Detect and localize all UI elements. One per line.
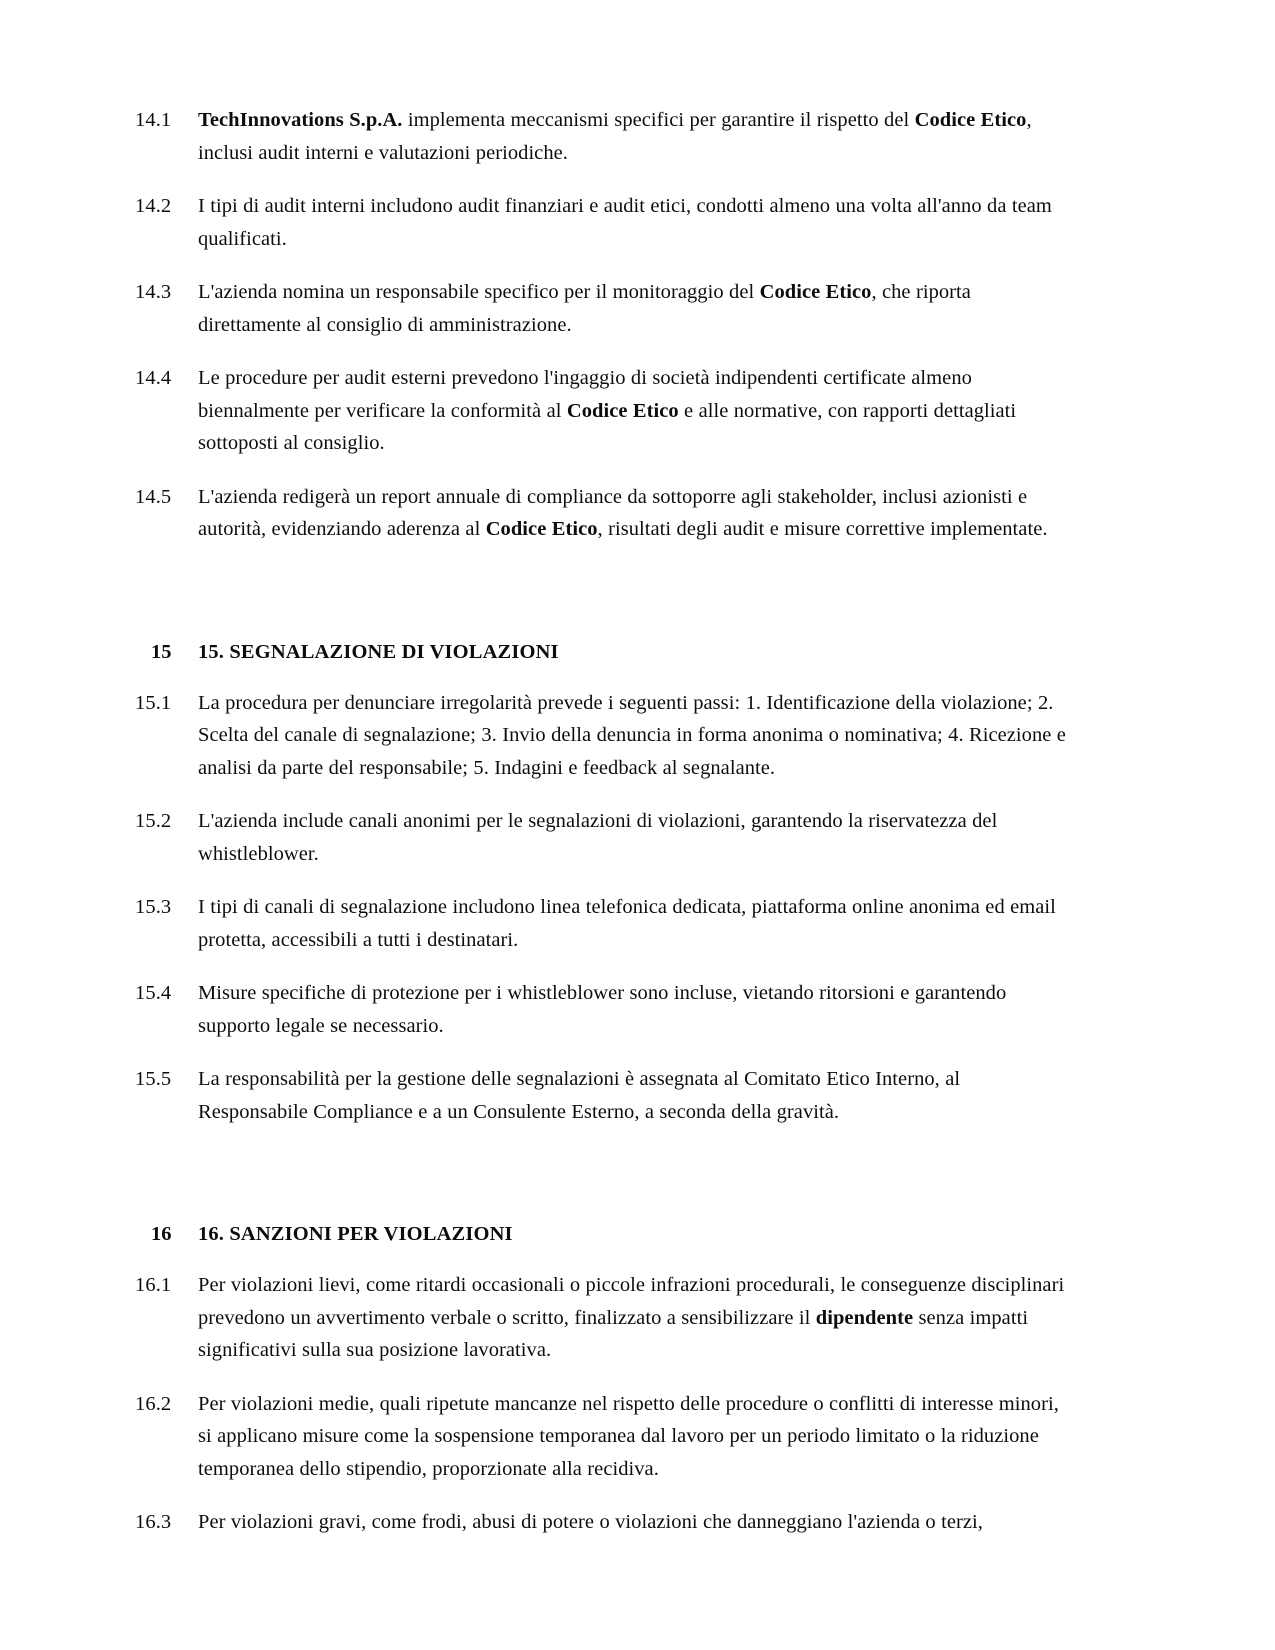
clause-item: [135, 1388, 1075, 1486]
clause-text: [198, 1269, 1075, 1367]
section-number: 15: [151, 640, 172, 663]
clause-number: 15.1: [135, 691, 172, 714]
section-spacer: [135, 1149, 1075, 1183]
clause-group-14: [135, 104, 1075, 546]
section-number: 16: [151, 1223, 172, 1245]
text-run: La procedura per denunciare irregolarità prevede i seguenti passi: 1. Identificazione della violazione; 2. Scelta del canale di segnalazione; 3. Invio della denuncia in forma anonima o nominativa; 4. Ricezione e analisi da parte del responsabile; 5. Indagini e feedback al segnalante.: [198, 691, 1066, 779]
text-run: e alle normative, con rapporti dettagliati sottoposti al consiglio.: [198, 399, 1017, 454]
clause-text: [198, 276, 1075, 341]
clause-number: 16.3: [135, 1511, 172, 1533]
clause-text: [198, 1063, 1075, 1128]
text-run: Le procedure per audit esterni prevedono l'ingaggio di società indipendenti certificate almeno biennalmente per verificare la conformità al: [198, 367, 972, 422]
clause-item: [135, 977, 1075, 1042]
clause-item: [135, 687, 1075, 785]
clause-text: [198, 362, 1075, 460]
text-run: implementa meccanismi specifici per garantire il rispetto del: [402, 109, 915, 131]
clause-number: 15.4: [135, 982, 172, 1004]
clause-text: [198, 1506, 1075, 1539]
emphasis-term: Codice Etico: [566, 399, 679, 422]
clause-text: [198, 687, 1075, 785]
text-run: L'azienda include canali anonimi per le segnalazioni di violazioni, garantendo la riservatezza del whistleblower.: [198, 810, 998, 865]
clause-text: [198, 977, 1075, 1042]
document-body: [135, 104, 1075, 1539]
clause-item: [135, 1269, 1075, 1367]
clause-text: [198, 481, 1075, 546]
emphasis-term: Codice Etico: [914, 109, 1027, 131]
clause-group-16: [135, 1269, 1075, 1539]
text-run: I tipi di audit interni includono audit finanziari e audit etici, condotti almeno una volta all'anno da team qualificati.: [198, 195, 1052, 250]
clause-number: 14.1: [135, 109, 172, 131]
section-heading-16: [135, 1183, 1075, 1249]
clause-item: [135, 1506, 1075, 1539]
emphasis-term: TechInnovations S.p.A.: [198, 109, 403, 131]
clause-item: [135, 190, 1075, 255]
text-run: Per violazioni lievi, come ritardi occasionali o piccole infrazioni procedurali, le conseguenze disciplinari prevedono un avvertimento verbale o scritto, finalizzato a sensibilizzare il: [198, 1274, 1065, 1329]
text-run: La responsabilità per la gestione delle segnalazioni è assegnata al Comitato Etico Interno, al Responsabile Compliance e a un Consulente Esterno, a seconda della gravità.: [198, 1068, 961, 1123]
clause-item: [135, 104, 1075, 169]
clause-group-15: [135, 687, 1075, 1129]
clause-text: [198, 1388, 1075, 1486]
text-run: senza impatti significativi sulla sua posizione lavorativa.: [198, 1306, 1029, 1361]
section-spacer: [135, 567, 1075, 601]
clause-text: [198, 190, 1075, 255]
text-run: , inclusi audit interni e valutazioni periodiche.: [198, 109, 1032, 164]
text-run: Misure specifiche di protezione per i whistleblower sono incluse, vietando ritorsioni e garantendo supporto legale se necessario.: [198, 982, 1007, 1037]
text-run: L'azienda nomina un responsabile specifico per il monitoraggio del: [198, 281, 760, 303]
clause-item: [135, 805, 1075, 870]
clause-item: [135, 1063, 1075, 1128]
text-run: , risultati degli audit e misure correttive implementate.: [597, 518, 1048, 540]
clause-text: [198, 104, 1075, 169]
clause-number: 14.4: [135, 367, 172, 389]
section-heading-15: [135, 601, 1075, 667]
clause-number: 14.2: [135, 195, 172, 217]
emphasis-term: dipendente: [815, 1306, 914, 1329]
clause-number: 16.2: [135, 1392, 172, 1415]
text-run: I tipi di canali di segnalazione includono linea telefonica dedicata, piattaforma online anonima ed email protetta, accessibili a tutti i destinatari.: [198, 896, 1056, 951]
clause-number: 15.2: [135, 810, 172, 832]
clause-number: 15.5: [135, 1068, 172, 1090]
text-run: , che riporta direttamente al consiglio di amministrazione.: [198, 281, 971, 336]
clause-item: [135, 891, 1075, 956]
clause-item: [135, 481, 1075, 546]
text-run: L'azienda redigerà un report annuale di compliance da sottoporre agli stakeholder, inclusi azionisti e autorità, evidenziando aderenza al: [198, 485, 1028, 540]
emphasis-term: Codice Etico: [759, 281, 872, 303]
clause-text: [198, 891, 1075, 956]
clause-number: 14.5: [135, 485, 172, 508]
clause-item: [135, 276, 1075, 341]
clause-number: 16.1: [135, 1274, 172, 1296]
text-run: Per violazioni gravi, come frodi, abusi di potere o violazioni che danneggiano l'azienda o terzi,: [198, 1511, 983, 1533]
clause-number: 14.3: [135, 281, 172, 303]
section-title: 16. SANZIONI PER VIOLAZIONI: [198, 1223, 513, 1245]
text-run: Per violazioni medie, quali ripetute mancanze nel rispetto delle procedure o conflitti di interesse minori, si applicano misure come la sospensione temporanea dal lavoro per un periodo limitato o la riduzione temporanea dello stipendio, proporzionate alla recidiva.: [198, 1392, 1059, 1480]
clause-item: [135, 362, 1075, 460]
clause-number: 15.3: [135, 896, 172, 918]
emphasis-term: Codice Etico: [485, 518, 598, 540]
section-title: 15. SEGNALAZIONE DI VIOLAZIONI: [198, 640, 559, 663]
clause-text: [198, 805, 1075, 870]
